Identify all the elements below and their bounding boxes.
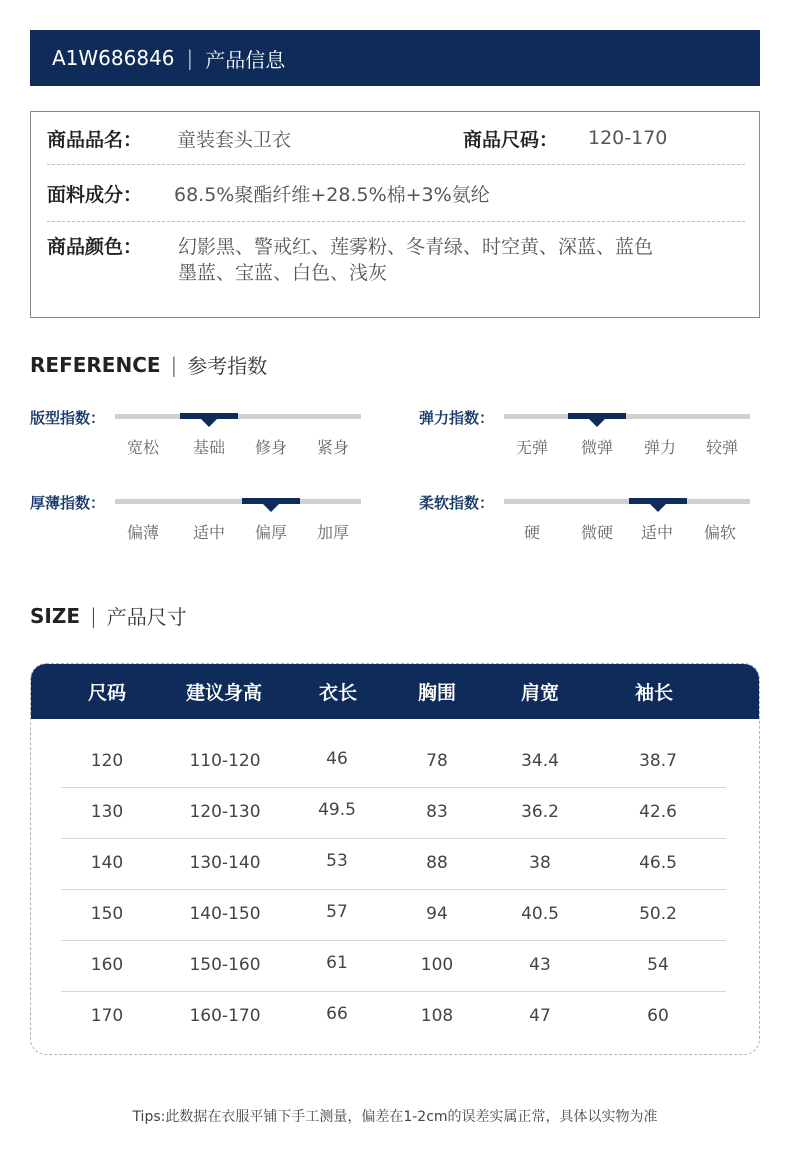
header-chest: 胸围 (417, 682, 457, 704)
header-size: 尺码 (87, 682, 127, 704)
cell-sleeve: 50.2 (639, 904, 677, 924)
scale-option: 微硬 (580, 523, 614, 542)
scale-pointer-icon (262, 503, 280, 512)
color-value-line1: 幻影黑、警戒红、莲雾粉、冬青绿、时空黄、深蓝、蓝色 (178, 236, 654, 258)
elasticity-index-scale (419, 407, 779, 467)
cell-size: 150 (90, 904, 124, 924)
cell-height: 140-150 (189, 904, 261, 924)
material-value: 68.5%聚酯纤维+28.5%棉+3%氨纶 (174, 183, 490, 206)
cell-size: 140 (90, 853, 124, 873)
scale-option: 弹力 (643, 438, 677, 457)
cell-chest: 78 (426, 751, 448, 771)
fit-index-scale (30, 407, 390, 467)
color-value (178, 234, 748, 286)
scale-option: 修身 (254, 438, 288, 457)
scale-track (115, 499, 361, 504)
measurement-tips: Tips:此数据在衣服平铺下手工测量，偏差在1-2cm的误差实属正常，具体以实物为准 (132, 1109, 658, 1125)
scale-option: 紧身 (316, 438, 350, 457)
product-code: A1W686846 (52, 46, 175, 70)
product-name-value: 童装套头卫衣 (177, 128, 292, 151)
header-title: 产品信息 (205, 47, 286, 72)
cell-size: 160 (90, 955, 124, 975)
product-info-header (30, 30, 760, 86)
cell-size: 120 (90, 751, 124, 771)
cell-shoulder: 38 (529, 853, 551, 873)
cell-length: 49.5 (318, 800, 356, 820)
scale-track (504, 499, 750, 504)
cell-shoulder: 34.4 (521, 751, 559, 771)
cell-size: 170 (90, 1006, 124, 1026)
size-title-separator: | (90, 603, 97, 628)
scale-label: 厚薄指数： (30, 494, 106, 512)
table-row (61, 941, 726, 992)
cell-chest: 83 (426, 802, 448, 822)
table-row (61, 992, 726, 1043)
cell-shoulder: 36.2 (521, 802, 559, 822)
scale-option-selected: 适中 (640, 523, 674, 542)
info-row-material (47, 165, 745, 222)
material-label: 面料成分： (47, 183, 143, 206)
table-row (61, 890, 726, 941)
scale-option: 硬 (523, 523, 541, 542)
cell-height: 120-130 (189, 802, 261, 822)
scale-option-selected: 偏厚 (254, 523, 288, 542)
scale-option-selected: 基础 (192, 438, 226, 457)
scale-option: 偏软 (703, 523, 737, 542)
reference-title-cn: 参考指数 (187, 354, 268, 378)
table-row (61, 737, 726, 788)
scale-pointer-icon (649, 503, 667, 512)
reference-section-title (30, 350, 267, 379)
cell-length: 57 (326, 902, 348, 922)
cell-length: 46 (326, 749, 348, 769)
header-sleeve: 袖长 (634, 682, 674, 704)
cell-chest: 94 (426, 904, 448, 924)
cell-shoulder: 47 (529, 1006, 551, 1026)
cell-length: 53 (326, 851, 348, 871)
scale-track (115, 414, 361, 419)
scale-option-selected: 微弹 (580, 438, 614, 457)
scale-pointer-icon (200, 418, 218, 427)
size-section-title (30, 601, 187, 630)
softness-index-scale (419, 492, 779, 552)
scale-option: 宽松 (126, 438, 160, 457)
cell-length: 61 (326, 953, 348, 973)
cell-sleeve: 38.7 (639, 751, 677, 771)
cell-sleeve: 60 (647, 1006, 669, 1026)
thickness-index-scale (30, 492, 390, 552)
reference-title-separator: | (170, 352, 178, 377)
cell-sleeve: 42.6 (639, 802, 677, 822)
cell-size: 130 (90, 802, 124, 822)
cell-height: 160-170 (189, 1006, 261, 1026)
cell-chest: 100 (420, 955, 454, 975)
header-shoulder: 肩宽 (520, 682, 560, 704)
info-row-name-size (47, 112, 745, 165)
cell-chest: 108 (420, 1006, 454, 1026)
table-row (61, 788, 726, 839)
color-value-line2: 墨蓝、宝蓝、白色、浅灰 (178, 262, 388, 284)
cell-shoulder: 43 (529, 955, 551, 975)
color-label: 商品颜色： (47, 236, 143, 258)
reference-title-en: REFERENCE (30, 352, 161, 377)
scale-label: 弹力指数： (419, 409, 495, 427)
size-title-en: SIZE (30, 603, 81, 628)
scale-label: 版型指数： (30, 409, 106, 427)
cell-chest: 88 (426, 853, 448, 873)
size-table (30, 663, 760, 1055)
size-title-cn: 产品尺寸 (106, 605, 187, 629)
cell-sleeve: 46.5 (639, 853, 677, 873)
scale-label: 柔软指数： (419, 494, 495, 512)
scale-option: 加厚 (316, 523, 350, 542)
cell-height: 150-160 (189, 955, 261, 975)
table-row (61, 839, 726, 890)
product-size-label: 商品尺码： (463, 128, 559, 151)
table-header (31, 664, 759, 719)
info-row-colors (47, 234, 745, 294)
scale-pointer-icon (588, 418, 606, 427)
header-height: 建议身高 (185, 682, 263, 704)
product-name-label: 商品品名： (47, 128, 143, 151)
scale-option: 较弹 (705, 438, 739, 457)
cell-shoulder: 40.5 (521, 904, 559, 924)
scale-track (504, 414, 750, 419)
cell-length: 66 (326, 1004, 348, 1024)
cell-height: 110-120 (189, 751, 261, 771)
product-size-value: 120-170 (588, 127, 668, 149)
scale-option: 偏薄 (126, 523, 160, 542)
scale-option: 无弹 (515, 438, 549, 457)
product-info-box (30, 111, 760, 318)
scale-option: 适中 (192, 523, 226, 542)
header-length: 衣长 (318, 682, 358, 704)
header-separator: | (186, 46, 194, 70)
cell-sleeve: 54 (647, 955, 669, 975)
cell-height: 130-140 (189, 853, 261, 873)
